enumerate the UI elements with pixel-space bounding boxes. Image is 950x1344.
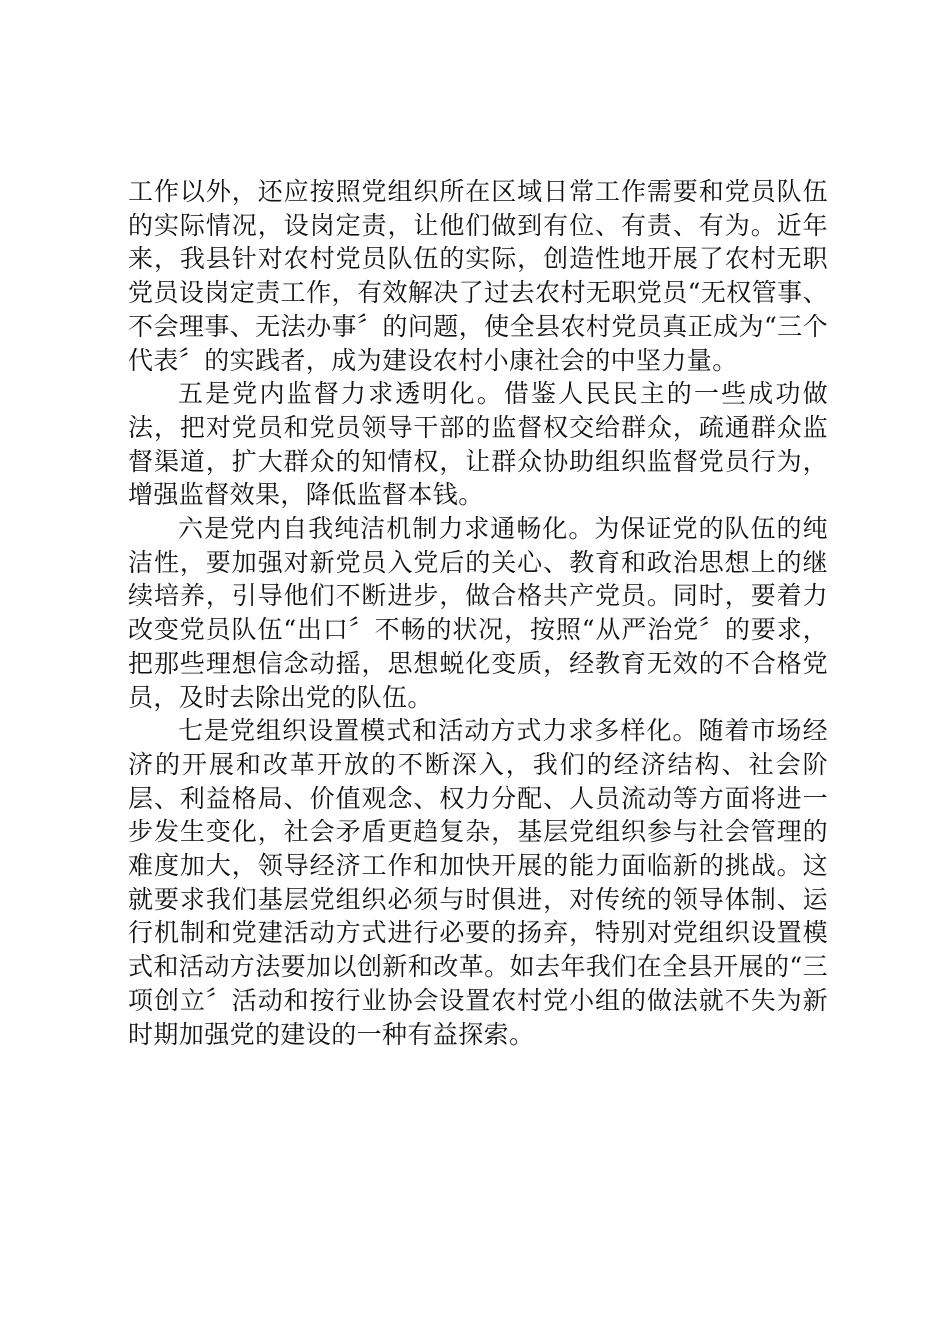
paragraph-supervision: 五是党内监督力求透明化。借鉴人民民主的一些成功做法，把对党员和党员领导干部的监督权交给群众，疏通群众监督渠道，扩大群众的知情权，让群众协助组织监督党员行为，增强监督效果，降低监督本钱。 — [128, 379, 828, 510]
document-body — [128, 175, 828, 1051]
paragraph-purity-mechanism: 六是党内自我纯洁机制力求通畅化。为保证党的队伍的纯洁性，要加强对新党员入党后的关心、教育和政治思想上的继续培养，引导他们不断进步，做合格共产党员。同时，要着力改变党员队伍“出口〞不畅的状况，按照“从严治党〞的要求，把那些理想信念动摇，思想蜕化变质，经教育无效的不合格党员，及时去除出党的队伍。 — [128, 514, 828, 712]
paragraph-continuation: 工作以外，还应按照党组织所在区域日常工作需要和党员队伍的实际情况，设岗定责，让他们做到有位、有责、有为。近年来，我县针对农村党员队伍的实际，创造性地开展了农村无职党员设岗定责工作，有效解决了过去农村无职党员“无权管事、不会理事、无法办事〞的问题，使全县农村党员真正成为“三个代表〞的实践者，成为建设农村小康社会的中坚力量。 — [128, 177, 828, 375]
paragraph-organization-diversity: 七是党组织设置模式和活动方式力求多样化。随着市场经济的开展和改革开放的不断深入，我们的经济结构、社会阶层、利益格局、价值观念、权力分配、人员流动等方面将进一步发生变化，社会矛盾更趋复杂，基层党组织参与社会管理的难度加大，领导经济工作和加快开展的能力面临新的挑战。这就要求我们基层党组织必须与时俱进，对传统的领导体制、运行机制和党建活动方式进行必要的扬弃，特别对党组织设置模式和活动方法要加以创新和改革。如去年我们在全县开展的“三项创立〞活动和按行业协会设置农村党小组的做法就不失为新时期加强党的建设的一种有益探索。 — [128, 716, 828, 1049]
